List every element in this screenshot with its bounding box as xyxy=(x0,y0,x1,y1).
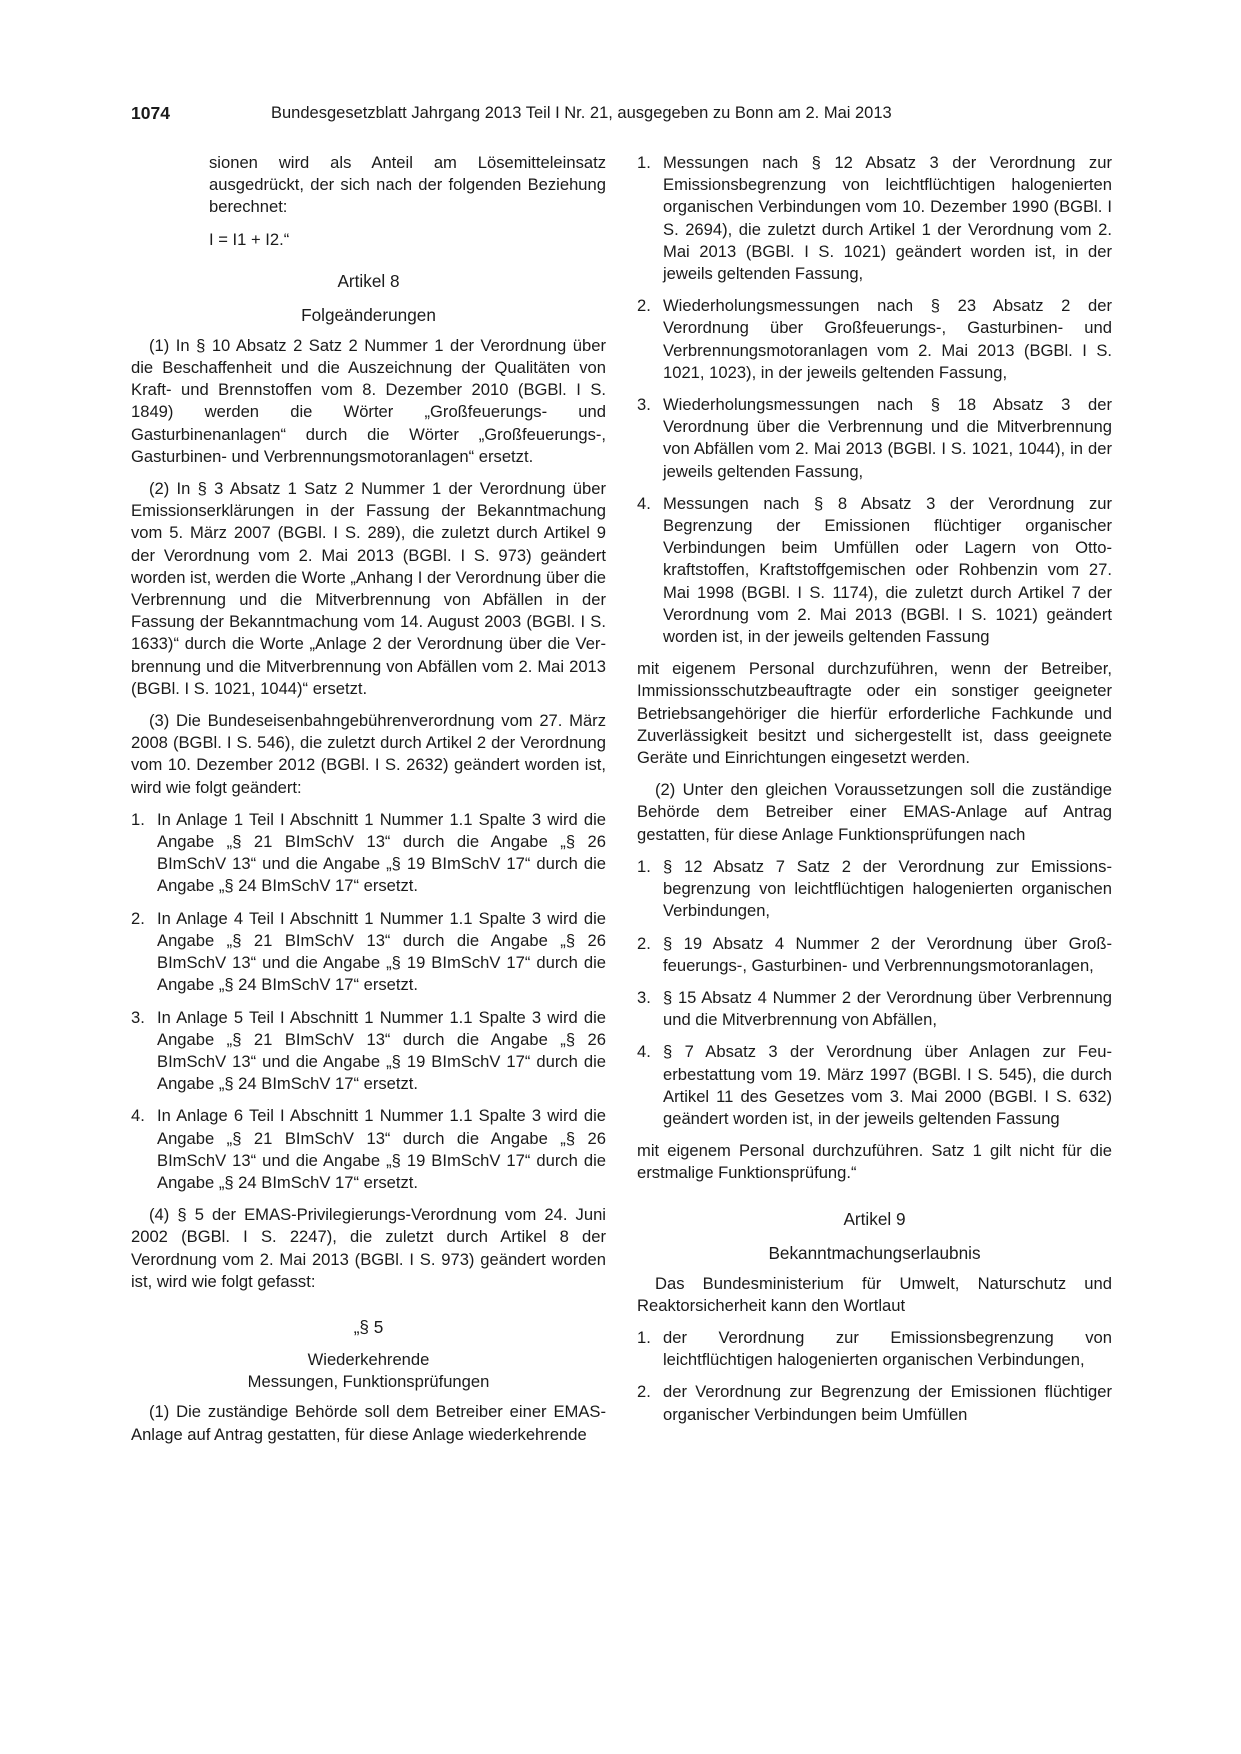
section-5-heading: „§ 5 xyxy=(353,1316,384,1337)
paragraph-1: (1) In § 10 Absatz 2 Satz 2 Nummer 1 der Verordnung über die Beschaffenheit und die Auszeichnung der Qualitäten von Kraft- und Brennstoffen vom 8. Dezember 2010 (BGBl. I S. 1849) werden die Wörter „Großfeuerungs- und Gasturbinenanlagen“ durch die Wörter „Großfeuerungs-, Gasturbinen- und Verbrennungsmotoranlagen“ ersetzt. xyxy=(131,335,606,466)
list-item: 4. Messungen nach § 8 Absatz 3 der Verordnung zur Begrenzung der Emissionen flüchtiger organischer Verbindungen beim Umfüllen oder Lagern von Ottokraftstoffen, Kraftstoffgemischen oder Rohbenzin vom 27. Mai 1998 (BGBl. I S. 1174), die zuletzt durch Artikel 7 der Verordnung vom 2. Mai 2013 (BGBl. I S. 1021) geändert worden ist, in der jeweils geltenden Fassung xyxy=(637,493,1112,647)
list-item: 3. § 15 Absatz 4 Nummer 2 der Verordnung über Verbrennung und die Mitverbrennung von Abfällen, xyxy=(637,987,1112,1030)
paragraph-3-list xyxy=(131,809,606,1194)
list-item: 3. In Anlage 5 Teil I Abschnitt 1 Nummer 1.1 Spalte 3 wird die Angabe „§ 21 BImSchV 13“ durch die Angabe „§ 26 BImSchV 13“ und die Angabe „§ 19 BImSchV 17“ durch die Angabe „§ 24 BImSchV 17“ ersetzt. xyxy=(131,1007,606,1094)
running-title: Bundesgesetzblatt Jahrgang 2013 Teil I Nr. 21, ausgegeben zu Bonn am 2. Mai 2013 xyxy=(271,104,892,122)
list-item: 2. der Verordnung zur Begrenzung der Emissionen flüchtiger organischer Verbindungen beim Umfüllen xyxy=(637,1382,1112,1424)
section-5-title: Wiederkehrende Messungen, Funktionsprüfungen xyxy=(247,1349,490,1392)
left-column xyxy=(131,152,606,1456)
function-tests-list xyxy=(637,856,1112,1130)
list-item: 1. § 12 Absatz 7 Satz 2 der Verordnung zur Emissionsbegrenzung von leichtflüchtigen halogenierten organischen Verbindungen, xyxy=(637,856,1112,921)
section-5-paragraph-1: (1) Die zuständige Behörde soll dem Betreiber einer EMAS-Anlage auf Antrag gestatten, für diese Anlage wiederkehrende xyxy=(131,1402,606,1444)
list-item: 2. § 19 Absatz 4 Nummer 2 der Verordnung über Großfeuerungs-, Gasturbinen- und Verbrennungsmotoranlagen, xyxy=(637,933,1112,975)
list-item: 4. In Anlage 6 Teil I Abschnitt 1 Nummer 1.1 Spalte 3 wird die Angabe „§ 21 BImSchV 13“ durch die Angabe „§ 26 BImSchV 13“ und die Angabe „§ 19 BImSchV 17“ durch die Angabe „§ 24 BImSchV 17“ ersetzt. xyxy=(131,1106,606,1192)
measurements-list xyxy=(637,152,1112,648)
list-item: 1. In Anlage 1 Teil I Abschnitt 1 Nummer 1.1 Spalte 3 wird die Angabe „§ 21 BImSchV 13“ durch die Angabe „§ 26 BImSchV 13“ und die Angabe „§ 19 BImSchV 17“ durch die Angabe „§ 24 BImSchV 17“ ersetzt. xyxy=(131,809,606,896)
list-item: 2. In Anlage 4 Teil I Abschnitt 1 Nummer 1.1 Spalte 3 wird die Angabe „§ 21 BImSchV 13“ durch die Angabe „§ 26 BImSchV 13“ und die Angabe „§ 19 BImSchV 17“ durch die Angabe „§ 24 BImSchV 17“ ersetzt. xyxy=(131,908,606,995)
after-measurements-paragraph: mit eigenem Personal durchzuführen, wenn der Betreiber, Immissionsschutzbeauftragte oder ein sonstiger geeigneter Betriebsangehöriger die hierfür erforderliche Fachkunde und Zuverlässigkeit besitzt und sichergestellt ist, dass geeignete Geräte und Einrichtungen eingesetzt werden. xyxy=(637,659,1112,768)
formula: I = I1 + I2.“ xyxy=(209,229,290,249)
paragraph-2: (2) In § 3 Absatz 1 Satz 2 Nummer 1 der Verordnung über Emissionserklärungen in der Fassung der Bekanntmachung vom 5. März 2007 (BGBl. I S. 289), die zuletzt durch Artikel 9 der Verordnung vom 2. Mai 2013 (BGBl. I S. 973) geändert worden ist, werden die Worte „Anhang I der Verordnung über die Verbrennung und die Mitverbrennung von Abfällen in der Fassung der Bekanntmachung vom 14. August 2003 (BGBl. I S. 1633)“ durch die Worte „Anlage 2 der Verordnung über die Verbrennung und die Mitverbrennung von Abfällen vom 2. Mai 2013 (BGBl. I S. 1021, 1044)“ ersetzt. xyxy=(131,479,606,698)
page-number: 1074 xyxy=(131,103,170,123)
page-header xyxy=(131,101,1111,125)
article-9-paragraph: Das Bundesministerium für Umwelt, Naturschutz und Reaktorsicherheit kann den Wortlaut xyxy=(637,1273,1112,1315)
article-9-list xyxy=(637,1327,1112,1426)
article-9-title: Bekanntmachungserlaubnis xyxy=(768,1242,981,1263)
right-column xyxy=(637,152,1112,1436)
list-item: 2. Wiederholungsmessungen nach § 23 Absatz 2 der Verordnung über Großfeuerungs-, Gasturbinen- und Verbrennungsmotoranlagen vom 2. Mai 2013 (BGBl. I S. 1021, 1023), in der jeweils geltenden Fassung, xyxy=(637,296,1112,382)
list-item: 1. der Verordnung zur Emissionsbegrenzung von leichtflüchtigen halogenierten organischen Verbindungen, xyxy=(637,1327,1112,1370)
list-item: 4. § 7 Absatz 3 der Verordnung über Anlagen zur Feuerbestattung vom 19. März 1997 (BGBl. I S. 545), die durch Artikel 11 des Gesetzes vom 3. Mai 2000 (BGBl. I S. 632) geändert worden ist, in der jeweils geltenden Fassung xyxy=(637,1042,1112,1128)
list-item: 3. Wiederholungsmessungen nach § 18 Absatz 3 der Verordnung über die Verbrennung und die Mitverbrennung von Abfällen vom 2. Mai 2013 (BGBl. I S. 1021, 1044), in der jeweils geltenden Fassung, xyxy=(637,395,1112,481)
list-item: 1. Messungen nach § 12 Absatz 3 der Verordnung zur Emissionsbegrenzung von leichtflüchtigen halogenierten organischen Verbindungen vom 10. Dezember 1990 (BGBl. I S. 2694), die zuletzt durch Artikel 1 der Verordnung vom 2. Mai 2013 (BGBl. I S. 1021) geändert worden ist, in der jeweils geltenden Fassung, xyxy=(637,153,1112,284)
paragraph-3: (3) Die Bundeseisenbahngebührenverordnung vom 27. März 2008 (BGBl. I S. 546), die zuletzt durch Artikel 2 der Verordnung vom 10. Dezember 2012 (BGBl. I S. 2632) geändert worden ist, wird wie folgt geändert: xyxy=(131,711,606,797)
article-8-title: Folgeänderungen xyxy=(301,304,436,325)
article-8-heading: Artikel 8 xyxy=(337,270,400,291)
section-5-paragraph-2: (2) Unter den gleichen Voraussetzungen soll die zuständige Behörde dem Betreiber einer EMAS-Anlage auf Antrag gestatten, für diese Anlage Funktionsprüfungen nach xyxy=(637,780,1112,844)
article-9-heading: Artikel 9 xyxy=(843,1208,906,1229)
continued-paragraph: sionen wird als Anteil am Lösemitteleinsatz ausgedrückt, der sich nach der folgenden Beziehung berechnet: xyxy=(209,153,606,217)
paragraph-4: (4) § 5 der EMAS-Privilegierungs-Verordnung vom 24. Juni 2002 (BGBl. I S. 2247), die zuletzt durch Artikel 8 der Verordnung vom 2. Mai 2013 (BGBl. I S. 973) geändert worden ist, wird wie folgt gefasst: xyxy=(131,1205,606,1291)
after-function-tests-paragraph: mit eigenem Personal durchzuführen. Satz 1 gilt nicht für die erstmalige Funktionsprüfung.“ xyxy=(637,1141,1112,1183)
